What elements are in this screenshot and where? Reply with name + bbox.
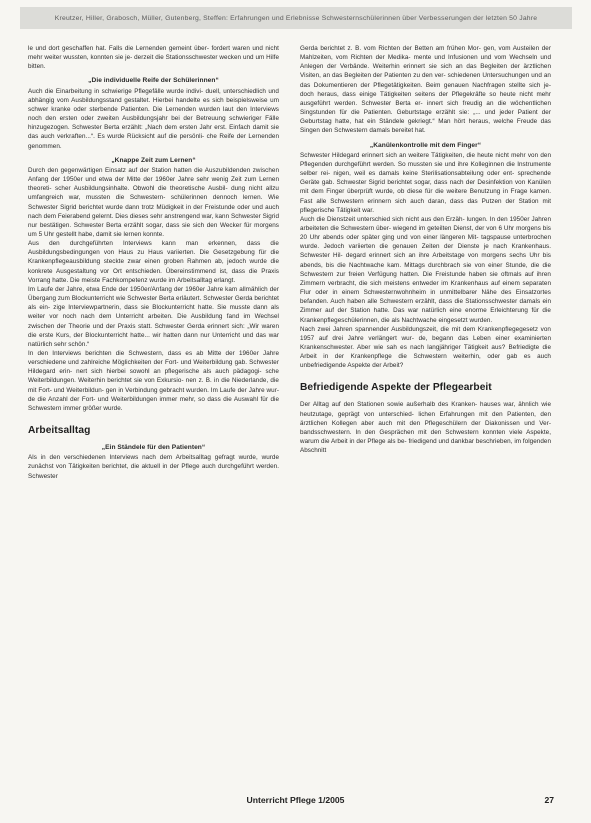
section-title-befriedigende-aspekte: Befriedigende Aspekte der Pflegearbeit xyxy=(300,382,492,394)
paragraph: Gerda berichtet z. B. vom Richten der Betten am frühen Mor- gen, vom Austeilen der Mahlzeiten, vom Richten der Medika- mente und Infusionen und vom Wechseln und Anlegen der Verbände. Weiterhin erinnert sie sich an das Begleiten der ärztlichen Visiten, an das Begleiten der Patienten zu den ver- schiedenen Untersuchungen und an das Dokumentieren der Pflegetätigkeiten. Beim genauen Nachfragen stellte sich je- doch heraus, dass einige Tätigkeiten seitens der Pflegekräfte so heute nicht mehr ausgeführt werden. Schwester Berta er- innert sich freudig an die wöchentlichen Singstunden für die Patienten. Geburtstage erzählt sie: „... und jeder Patient der Geburtstag hatte, hat ein Ständele gekriegt.“ Man hört heraus, welche Freude das Singen den Schwestern damals bereitet hat. xyxy=(300,45,551,135)
subheading-staendele: „Ein Ständele für den Patienten“ xyxy=(101,444,206,452)
paragraph: Im Laufe der Jahre, etwa Ende der 1950er/Anfang der 1960er Jahre kam allmählich der Übergang zum Blockunterricht wie Schwester Berta erläutert. Schwester Gerda berichtet als ein- zige Interviewpartnerin, dass sie Blockunterricht hatte. Sie musste dann als weiter vor noch nach dem Unterricht arbeiten. Die Ausbildung fand im Wechsel zwischen der Theorie und der Praxis statt. Schwester Gerda erinnert sich: „Wir waren die erste Kurs, der Blockunterricht hatte... wir hatten dann nur Unterricht und das war natürlich sehr schön.“ xyxy=(28,285,279,348)
paragraph: Aus den durchgeführten Interviews kann man erkennen, dass die Ausbildungsbedingungen von Haus zu Haus variierten. Die Gesetzgebung für die Krankenpflegeausbildung steckte zwar einen groben Rahmen ab, jedoch wurde die konkrete Ausgestaltung vor Ort entschieden. Übereinstimmend ist, dass die Praxis Vorrang hatte. Die meiste Fachkompetenz wurde im Arbeitsalltag erlangt. xyxy=(28,240,279,284)
section-title-arbeitsalltag: Arbeitsalltag xyxy=(28,425,91,437)
paragraph: Nach zwei Jahren spannender Ausbildungszeit, die mit dem Krankenpflegegesetz von 1957 auf drei Jahre verlängert wur- de, begann das Leben einer examinierten Krankenschwester. Aber wie sah es nach langjähriger Tätigkeit aus? Befriedigte die Arbeit in der Krankenpflege die Schwestern weiterhin, oder gab es auch unbefriedigende Aspekte der Arbeit? xyxy=(300,325,551,370)
left-column xyxy=(28,44,279,784)
paragraph: Schwester Hildegard erinnert sich an weitere Tätigkeiten, die heute nicht mehr von den Pflegenden durchgeführt werden. So mussten sie und ihre Kolleginnen die Instrumente selber rei- nigen, weil es damals keine Sterilisationsabteilung oder ent- sprechende Geräte gab. Schwester Sigrid berichtet sogar, dass nach der Desinfektion von Kanülen mit dem Finger überprüft wurde, ob diese für die weitere Benutzung in Frage kamen. Fast alle Schwestern erinnern sich auch daran, dass das Putzen der Station mit pflegerische Tätigkeit war. xyxy=(300,151,551,214)
subheading-individual-maturity: „Die individuelle Reife der Schülerinnen“ xyxy=(88,77,219,85)
paragraph: Auch die Dienstzeit unterschied sich nicht aus den Erzäh- lungen. In den 1950er Jahren arbeiteten die Schwestern über- wiegend im geteilten Dienst, der von 6 Uhr morgens bis 20 Uhr abends oder später ging und von einer längeren Mit- tagspause unterbrochen wurde. Jedoch variierten die genauen Zeiten der Dienste je nach Krankenhaus. Schwester Hil- degard erinnert sich an ihre Arbeitstage von morgens sechs Uhr bis abends, bis die Nachtwache kam. Mittags durchbrach sie von einer Stunde, die die Schwestern zur freien Verfügung hatten. Die Freistunde haben sie oftmals auf ihren Zimmern verbracht, die sich meistens entweder im Krankenhaus auf einem separaten Flur oder in einem Schwesternwohnheim in unmittelbarer Nähe des Einsatzortes befanden. Auch haben alle Schwestern erzählt, dass die Stationsschwester damals ein Zimmer auf der Station hatte. Das war natürlich eine enorme Erleichterung für die Krankenpflegeschülerinnen, die als Nachtwache eingesetzt wurden. xyxy=(300,215,551,324)
paragraph: In den Interviews berichten die Schwestern, dass es ab Mitte der 1960er Jahre verschiedene und zahlreiche Möglichkeiten der Fort- und Weiterbildung gab. Schwester Hildegard erin- nert sich hierbei sowohl an pflegerische als auch pädagogi- sche Weiterbildungen. Weiterhin berichtet sie von Exkursio- nen z. B. in die Niederlande, die mit Fort- und Weiterbildun- gen in Verbindung gebracht wurden. Im Laufe der Jahre wur- de die Anzahl der Fort- und Weiterbildungen immer mehr, so dass die Auswahl für die Schwestern immer größer wurde. xyxy=(28,350,279,412)
subheading-kanuelenkontrolle: „Kanülenkontrolle mit dem Finger“ xyxy=(369,141,482,149)
paragraph: le und dort geschaffen hat. Falls die Lernenden gemeint über- fordert waren und nicht mehr weiter wussten, konnten sie je- derzeit die Stationsschwester wecken und um Hilfe bitten. xyxy=(28,45,279,71)
paragraph: Auch die Einarbeitung in schwierige Pflegefälle wurde indivi- duell, unterschiedlich und abhängig vom Ausbildungsstand gestaltet. Hierbei handelte es sich beispielsweise um schwer kranke oder sterbende Patienten. Die Lernenden wurden laut den Interviews noch den ersten oder zweiten Ausbildungsjahr bei der Betreuung schwieriger Fälle hinzugezogen. Schwester Berta erzählt: „Nach dem ersten Jahr erst. Einfach damit sie das auch verkraften...“. Es wurde Rücksicht auf die persönli- che Reife der Lernenden genommen. xyxy=(28,87,279,150)
footer-journal-title: Unterricht Pflege 1/2005 xyxy=(246,795,345,805)
paragraph: Der Alltag auf den Stationen sowie außerhalb des Kranken- hauses war, ähnlich wie heutzutage, geprägt von unterschied- lichen Erfahrungen mit den Patienten, den ärztlichen Kollegen aber auch mit den Pflegeschülern der Diakonissen und Ver- bandsschwestern. In den Gesprächen mit den Schwestern konnten viele Aspekte, warum die Arbeit in der Pflege als be- friedigend und dankbar beschrieben, im folgenden Abschnitt xyxy=(300,401,551,455)
running-header xyxy=(20,7,572,29)
paragraph: Durch den gegenwärtigen Einsatz auf der Station hatten die Auszubildenden zwischen Anfang der 1950er und etwa der Mitte der 1960er Jahre sehr wenig Zeit zum Lernen theoreti- scher Ausbildungsinhalte. Obwohl die theoretische Ausbil- dung nicht allzu umfangreich war, mussten die Schwestern- schülerinnen dennoch lernen. Wie Schwester Sigrid berichtet wurde dann trotz Müdigkeit in der Freistunde oder und auch nach dem Feierabend gelernt. Dies dieses sehr anstrengend war, kann Schwester Sigrid nur bestätigen. Schwester Berta erzählt sogar, dass sie sich den Wecker für morgens um 5 Uhr gestellt habe, damit sie lernen konnte. xyxy=(28,166,279,238)
paragraph: Als in den verschiedenen Interviews nach dem Arbeitsalltag gefragt wurde, wurde zunächst von Tätigkeiten berichtet, die aktuell in der Pflege auch durchgeführt werden. Schwester xyxy=(28,454,279,480)
running-title: Kreutzer, Hiller, Grabosch, Müller, Gutenberg, Steffen: Erfahrungen und Erlebnisse Schwesternschülerinnen über Verbesserungen der letzten 50 Jahre xyxy=(54,14,538,22)
subheading-limited-time: „Knappe Zeit zum Lernen“ xyxy=(111,156,196,164)
right-column xyxy=(300,44,551,784)
page-number: 27 xyxy=(544,795,554,805)
